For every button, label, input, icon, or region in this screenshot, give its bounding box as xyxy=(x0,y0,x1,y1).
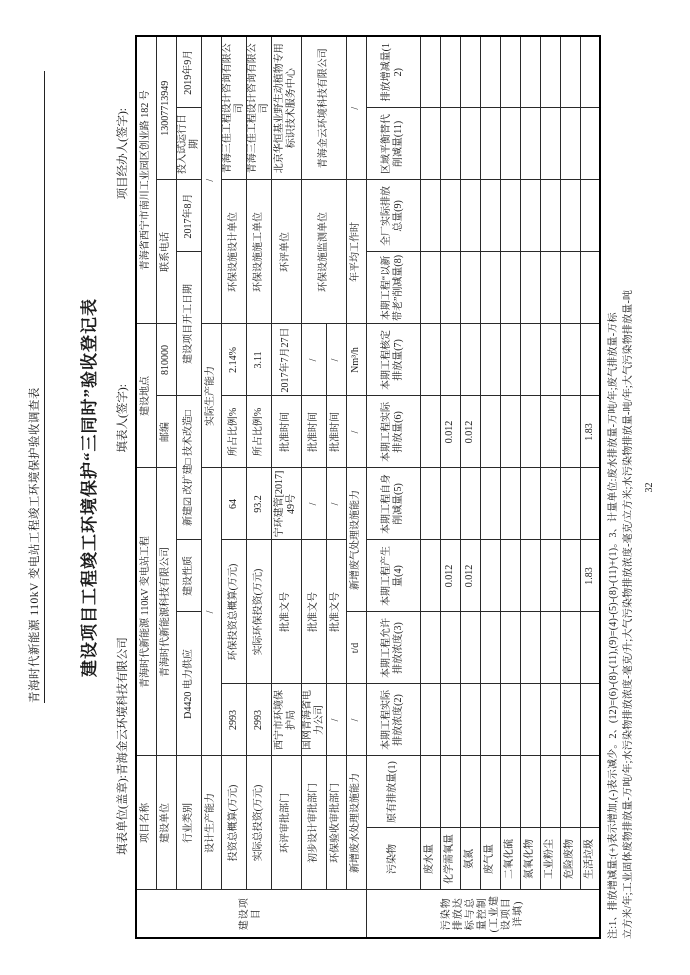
pollutant-cell xyxy=(520,756,540,828)
column-header: 排放增减量(12) xyxy=(366,36,420,108)
field-value: 2017年8月 xyxy=(176,180,201,252)
pollutant-cell xyxy=(540,180,560,252)
field-label: 所占比例% xyxy=(246,396,271,468)
pollutant-cell xyxy=(420,612,440,684)
field-value: / xyxy=(301,468,326,540)
pollutant-cell xyxy=(520,324,540,396)
pollutant-cell xyxy=(580,612,600,684)
field-label: 联系电话 xyxy=(156,180,176,324)
field-value: 13007713949 xyxy=(156,36,176,180)
field-value: 2017年7月27日 xyxy=(271,324,301,396)
field-label: 环保投资总概算(万元) xyxy=(221,540,246,684)
field-label: 新增废水处理设施能力 xyxy=(346,756,366,890)
field-label: 批准文号 xyxy=(326,540,346,684)
column-header: 污染物 xyxy=(366,828,420,890)
pollutant-cell xyxy=(540,540,560,612)
pollutant-cell xyxy=(560,756,580,828)
pollutant-cell xyxy=(500,108,520,180)
pollutant-row xyxy=(520,36,540,938)
pollutant-cell xyxy=(500,756,520,828)
field-value: 青海时代新能源科技有限公司 xyxy=(156,468,176,756)
field-value: / xyxy=(201,468,221,756)
field-value: / xyxy=(326,324,346,396)
pollutant-cell xyxy=(460,612,480,684)
pollutant-cell xyxy=(480,396,500,468)
pollutant-cell xyxy=(520,540,540,612)
column-header: 本期工程核定排放量(7) xyxy=(366,324,420,396)
pollutant-cell xyxy=(500,468,520,540)
pollutant-cell xyxy=(500,684,520,756)
filled-by-org-label: 填表单位(盖章):青海金云环境科技有限公司 xyxy=(117,637,129,855)
table-row xyxy=(136,36,156,938)
field-value: 2993 xyxy=(221,684,246,756)
pollutant-cell xyxy=(520,468,540,540)
pollutant-cell xyxy=(460,684,480,756)
table-row xyxy=(246,36,271,938)
field-label: 环评单位 xyxy=(271,180,301,324)
pollutant-header-row xyxy=(366,36,420,938)
field-label: 环保设施监测单位 xyxy=(301,180,346,324)
pollutant-cell xyxy=(520,108,540,180)
pollutant-name: 二氧化硫 xyxy=(500,828,520,890)
pollutant-cell xyxy=(540,108,560,180)
field-value: 北京华恒基业野生动植物专用标识技术服务中心 xyxy=(271,36,301,180)
field-label: 批准文号 xyxy=(301,540,326,684)
column-header: 区域平衡替代削减量(11) xyxy=(366,108,420,180)
pollutant-cell xyxy=(560,252,580,324)
pollutant-cell: 0.012 xyxy=(440,540,460,612)
pollutant-name: 氨氮 xyxy=(460,828,480,890)
pollutant-cell xyxy=(540,756,560,828)
field-label: 建设项目开工日期 xyxy=(176,252,201,396)
field-value: / xyxy=(326,684,346,756)
pollutant-name: 危险废物 xyxy=(560,828,580,890)
field-value: 810000 xyxy=(156,324,176,396)
field-label: 项目名称 xyxy=(136,756,156,890)
field-label: 环保验收审批部门 xyxy=(326,756,346,890)
pollutant-cell xyxy=(580,108,600,180)
pollutant-cell xyxy=(500,612,520,684)
pollutant-cell xyxy=(460,756,480,828)
document-header-text: 青海时代新能源 110kV 变电站工程竣工环境保护验收调查表 xyxy=(29,387,41,703)
table-row xyxy=(221,36,246,938)
group-label-pollutant-control: 污染物排放达标与总量控制(工业建设项目详填) xyxy=(366,890,600,938)
pollutant-cell xyxy=(500,252,520,324)
field-value: D4420 电力供应 xyxy=(176,612,201,756)
pollutant-cell xyxy=(560,324,580,396)
pollutant-cell xyxy=(480,684,500,756)
pollutant-cell xyxy=(540,36,560,108)
field-label: 批准时间 xyxy=(271,396,301,468)
pollutant-cell xyxy=(420,468,440,540)
pollutant-cell xyxy=(480,324,500,396)
filler-signature-label: 填表人(签字): xyxy=(117,384,129,453)
pollutant-cell xyxy=(480,36,500,108)
footnote-line: 注:1、排放增减量:(+)表示增加,(-)表示减少。2、(12)=(6)-(8)-(11),(9)=(4)-(5)-(8)-(11)+(1)。3、计量单位:废水排放量-万吨/年;废气排放量-万标 xyxy=(608,312,619,939)
field-label: 实际总投资(万元) xyxy=(246,756,271,890)
pollutant-name: 废气量 xyxy=(480,828,500,890)
pollutant-cell xyxy=(440,612,460,684)
pollutant-row xyxy=(580,36,600,938)
pollutant-cell xyxy=(500,180,520,252)
pollutant-cell: 1.83 xyxy=(580,540,600,612)
pollutant-cell xyxy=(500,540,520,612)
field-label: 建设地点 xyxy=(136,324,156,468)
pollutant-cell xyxy=(480,468,500,540)
pollutant-cell xyxy=(520,180,540,252)
column-header: 本期工程产生量(4) xyxy=(366,540,420,612)
pollutant-cell xyxy=(480,540,500,612)
column-header: 本期工程“以新带老”削减量(8) xyxy=(366,252,420,324)
pollutant-row xyxy=(480,36,500,938)
field-value: / xyxy=(326,468,346,540)
pollutant-cell xyxy=(560,468,580,540)
pollutant-cell xyxy=(460,108,480,180)
pollutant-cell xyxy=(580,36,600,108)
pollutant-cell: 1.83 xyxy=(580,396,600,468)
pollutant-cell xyxy=(420,324,440,396)
field-value: 青海时代新能源 110kV 变电站工程 xyxy=(136,468,156,756)
pollutant-cell xyxy=(520,612,540,684)
footnote-line: 立方米/年;工业固体废物排放量-万吨/年;水污染物排放浓度-毫克/升;大气污染物排放浓度-毫克/立方米;水污染物排放量-吨/年;大气污染物排放量-吨 xyxy=(622,289,634,939)
pollutant-cell xyxy=(560,684,580,756)
pollutant-cell xyxy=(440,36,460,108)
registration-form-table xyxy=(135,35,601,939)
pollutant-row xyxy=(560,36,580,938)
column-header: 本期工程实际排放量(6) xyxy=(366,396,420,468)
pollutant-cell xyxy=(420,108,440,180)
pollutant-cell xyxy=(560,540,580,612)
pollutant-name: 工业粉尘 xyxy=(540,828,560,890)
field-value: 64 xyxy=(221,468,246,540)
pollutant-cell xyxy=(460,324,480,396)
field-label: 邮编 xyxy=(156,396,176,468)
pollutant-cell xyxy=(480,180,500,252)
group-label-construction-project: 建设项目 xyxy=(136,890,366,938)
pollutant-cell xyxy=(580,468,600,540)
field-value: / xyxy=(346,684,366,756)
pollutant-cell xyxy=(500,36,520,108)
pollutant-cell xyxy=(520,396,540,468)
field-label: 年平均工作时 xyxy=(346,180,366,324)
pollutant-cell xyxy=(540,612,560,684)
pollutant-cell xyxy=(440,324,460,396)
field-label: 环保设施设计单位 xyxy=(221,180,246,324)
pollutant-row xyxy=(500,36,520,938)
pollutant-cell xyxy=(580,252,600,324)
field-value: 2.14% xyxy=(221,324,246,396)
unit-label: Nm³/h xyxy=(346,324,366,396)
pollutant-cell xyxy=(540,324,560,396)
field-label: 环评审批部门 xyxy=(271,756,301,890)
field-value: / xyxy=(301,324,326,396)
field-value: / xyxy=(346,36,366,180)
pollutant-cell xyxy=(500,324,520,396)
pollutant-cell xyxy=(460,252,480,324)
pollutant-cell xyxy=(500,396,520,468)
manager-signature-label: 项目经办人(签字): xyxy=(117,108,129,200)
pollutant-row xyxy=(440,36,460,938)
field-value: 3.11 xyxy=(246,324,271,396)
field-value: 西宁市环境保护局 xyxy=(271,684,301,756)
pollutant-cell xyxy=(480,612,500,684)
checkbox-group-construction-nature: 新建☑ 改扩建□ 技术改造□ xyxy=(176,396,201,540)
column-header: 本期工程实际排放浓度(2) xyxy=(366,684,420,756)
pollutant-cell xyxy=(520,684,540,756)
pollutant-cell: 0.012 xyxy=(440,396,460,468)
field-label: 实际环保投资(万元) xyxy=(246,540,271,684)
pollutant-cell xyxy=(440,180,460,252)
footnotes xyxy=(607,37,636,939)
table-row xyxy=(301,36,326,938)
pollutant-cell xyxy=(520,36,540,108)
field-label: 初步设计审批部门 xyxy=(301,756,326,890)
field-label: 行业类别 xyxy=(176,756,201,890)
field-value: 2993 xyxy=(246,684,271,756)
pollutant-row xyxy=(460,36,480,938)
pollutant-cell xyxy=(420,252,440,324)
field-label: 建设单位 xyxy=(156,756,176,890)
field-value: 宁环建管[2017]49号 xyxy=(271,468,301,540)
pollutant-cell xyxy=(560,612,580,684)
pollutant-cell xyxy=(580,324,600,396)
pollutant-cell xyxy=(480,108,500,180)
pollutant-cell xyxy=(480,252,500,324)
table-row xyxy=(271,36,301,938)
pollutant-cell xyxy=(540,252,560,324)
table-row xyxy=(176,36,201,938)
pollutant-cell xyxy=(560,36,580,108)
pollutant-cell xyxy=(540,684,560,756)
field-label: 实际生产能力 xyxy=(201,324,221,468)
pollutant-cell: 0.012 xyxy=(460,396,480,468)
pollutant-cell xyxy=(440,684,460,756)
pollutant-cell xyxy=(480,756,500,828)
field-label: 投入试运行日期 xyxy=(176,108,201,180)
column-header: 全厂实际排放总量(9) xyxy=(366,180,420,252)
column-header: 本期工程自身削减量(5) xyxy=(366,468,420,540)
pollutant-cell xyxy=(420,180,440,252)
field-label: 批准文号 xyxy=(271,540,301,684)
pollutant-cell: 0.012 xyxy=(460,540,480,612)
field-label: 批准时间 xyxy=(326,396,346,468)
document-header-underlined xyxy=(26,71,45,703)
field-value: 2019年9月 xyxy=(176,36,201,108)
pollutant-cell xyxy=(540,396,560,468)
pollutant-cell xyxy=(460,468,480,540)
pollutant-cell xyxy=(420,36,440,108)
pollutant-cell xyxy=(420,756,440,828)
table-row xyxy=(346,36,366,938)
field-label: 环保设施施工单位 xyxy=(246,180,271,324)
pollutant-cell xyxy=(560,108,580,180)
table-row xyxy=(201,36,221,938)
table-row xyxy=(156,36,176,938)
field-value: 青海金云环境科技有限公司 xyxy=(301,36,346,180)
pollutant-row xyxy=(540,36,560,938)
pollutant-cell xyxy=(420,684,440,756)
pollutant-cell xyxy=(420,540,440,612)
field-label: 投资总概算(万元) xyxy=(221,756,246,890)
pollutant-cell xyxy=(440,756,460,828)
field-label: 所占比例% xyxy=(221,396,246,468)
field-value: 青海省西宁市南川工业园区创业路 182 号 xyxy=(136,36,156,324)
column-header: 本期工程允许排放浓度(3) xyxy=(366,612,420,684)
pollutant-cell xyxy=(580,180,600,252)
pollutant-cell xyxy=(580,756,600,828)
pollutant-cell xyxy=(540,468,560,540)
pollutant-cell xyxy=(420,396,440,468)
field-label: 设计生产能力 xyxy=(201,756,221,890)
field-value: 青海三佳工程设计咨询有限公司 xyxy=(221,36,246,180)
pollutant-cell xyxy=(460,36,480,108)
pollutant-row xyxy=(420,36,440,938)
field-value: 国网青海省电力公司 xyxy=(301,684,326,756)
pollutant-cell xyxy=(520,252,540,324)
pollutant-cell xyxy=(440,108,460,180)
pollutant-name: 废水量 xyxy=(420,828,440,890)
pollutant-cell xyxy=(460,180,480,252)
field-value: / xyxy=(201,36,221,324)
field-value: / xyxy=(346,396,366,468)
page-number: 32 xyxy=(644,482,655,493)
page-title: 建设项目工程竣工环境保护“三同时”验收登记表 xyxy=(80,298,99,677)
pollutant-name: 氮氧化物 xyxy=(520,828,540,890)
pollutant-cell xyxy=(560,180,580,252)
pollutant-cell xyxy=(580,684,600,756)
field-value: 青海三佳工程设计咨询有限公司 xyxy=(246,36,271,180)
unit-label: t/d xyxy=(346,612,366,684)
pollutant-cell xyxy=(440,468,460,540)
pollutant-cell xyxy=(440,252,460,324)
column-header: 原有排放量(1) xyxy=(366,756,420,828)
field-label: 新增废气处理设施能力 xyxy=(346,468,366,612)
pollutant-cell xyxy=(560,396,580,468)
signature-line xyxy=(100,0,133,975)
pollutant-name: 生活垃圾 xyxy=(580,828,600,890)
field-label: 建设性质 xyxy=(176,540,201,612)
field-label: 批准时间 xyxy=(301,396,326,468)
field-value: 93.2 xyxy=(246,468,271,540)
pollutant-name: 化学需氧量 xyxy=(440,828,460,890)
